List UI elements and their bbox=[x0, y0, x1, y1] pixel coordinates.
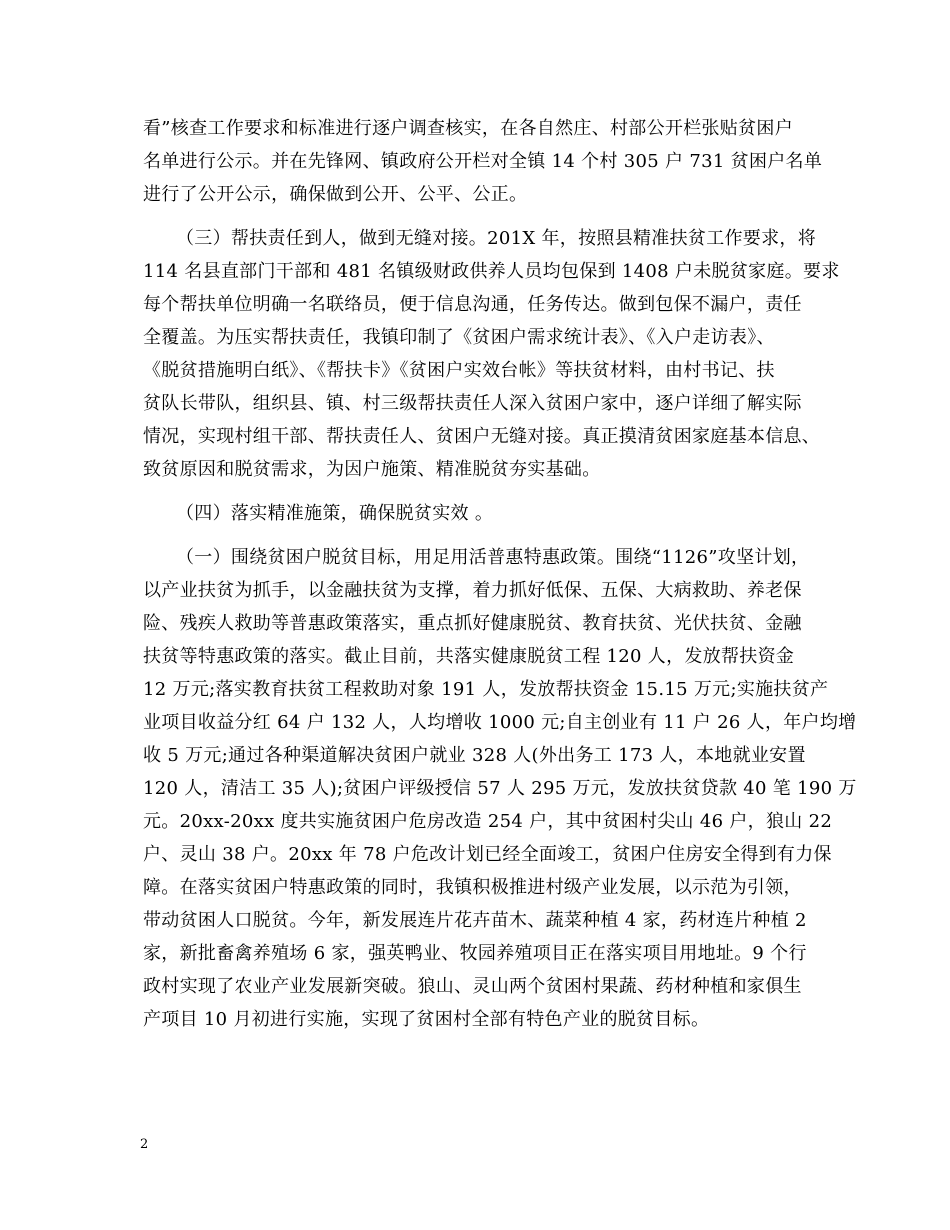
text-line: 家，新批畜禽养殖场 6 家，强英鸭业、牧园养殖项目正在落实项目用地址。9 个行 bbox=[143, 943, 807, 964]
text-line: 《脱贫措施明白纸》、《帮扶卡》《贫困户实效台帐》等扶贫材料，由村书记、扶 bbox=[143, 360, 775, 381]
page-number: 2 bbox=[140, 1137, 149, 1152]
text-line: 以产业扶贫为抓手，以金融扶贫为支撑，着力抓好低保、五保、大病救助、养老保 bbox=[143, 580, 802, 601]
text-line: 元。20xx-20xx 度共实施贫困户危房改造 254 户，其中贫困村尖山 46 户，狼山 22 bbox=[143, 811, 833, 832]
text-line: 名单进行公示。并在先锋网、镇政府公开栏对全镇 14 个村 305 户 731 贫困户名单 bbox=[143, 151, 823, 172]
text-line: 每个帮扶单位明确一名联络员，便于信息沟通，任务传达。做到包保不漏户，责任 bbox=[143, 294, 802, 315]
text-line: 政村实现了农业产业发展新突破。狼山、灵山两个贫困村果蔬、药材种植和家俱生 bbox=[143, 976, 802, 997]
text-line: 12 万元;落实教育扶贫工程救助对象 191 人，发放帮扶资金 15.15 万元;实施扶贫产 bbox=[143, 679, 829, 700]
text-line: 致贫原因和脱贫需求，为因户施策、精准脱贫夯实基础。 bbox=[143, 459, 601, 480]
text-line: 障。在落实贫困户特惠政策的同时，我镇积极推进村级产业发展，以示范为引领， bbox=[143, 877, 802, 898]
text-line: 情况，实现村组干部、帮扶责任人、贫困户无缝对接。真正摸清贫困家庭基本信息、 bbox=[143, 426, 821, 447]
text-line: 产项目 10 月初进行实施，实现了贫困村全部有特色产业的脱贫目标。 bbox=[143, 1009, 710, 1030]
text-line: 120 人，清洁工 35 人);贫困户评级授信 57 人 295 万元，发放扶贫贷款 40 笔 190 万 bbox=[143, 778, 857, 799]
text-line: 进行了公开公示，确保做到公开、公平、公正。 bbox=[143, 184, 528, 205]
text-line: 全覆盖。为压实帮扶责任，我镇印制了《贫困户需求统计表》、《入户走访表》、 bbox=[143, 327, 775, 348]
text-line: （四）落实精准施策，确保脱贫实效 。 bbox=[176, 503, 494, 524]
text-line: （三）帮扶责任到人，做到无缝对接。201X 年，按照县精准扶贫工作要求，将 bbox=[176, 228, 816, 249]
text-line: 带动贫困人口脱贫。今年，新发展连片花卉苗木、蔬菜种植 4 家，药材连片种植 2 bbox=[143, 910, 807, 931]
text-line: 114 名县直部门干部和 481 名镇级财政供养人员均包保到 1408 户未脱贫家庭。要求 bbox=[143, 261, 840, 282]
text-line: 险、残疾人救助等普惠政策落实，重点抓好健康脱贫、教育扶贫、光伏扶贫、金融 bbox=[143, 613, 802, 634]
text-line: （一）围绕贫困户脱贫目标，用足用活普惠特惠政策。围绕“1126”攻坚计划， bbox=[176, 547, 810, 568]
text-line: 扶贫等特惠政策的落实。截止目前，共落实健康脱贫工程 120 人，发放帮扶资金 bbox=[143, 646, 795, 667]
text-line: 业项目收益分红 64 户 132 人，人均增收 1000 元;自主创业有 11 户 26 人，年户均增 bbox=[143, 712, 857, 733]
text-line: 看”核查工作要求和标准进行逐户调查核实，在各自然庄、村部公开栏张贴贫困户 bbox=[143, 118, 793, 139]
text-line: 户、灵山 38 户。20xx 年 78 户危改计划已经全面竣工，贫困户住房安全得到有力保 bbox=[143, 844, 832, 865]
text-line: 收 5 万元;通过各种渠道解决贫困户就业 328 人(外出务工 173 人，本地就业安置 bbox=[143, 745, 806, 766]
text-line: 贫队长带队，组织县、镇、村三级帮扶责任人深入贫困户家中，逐户详细了解实际 bbox=[143, 393, 802, 414]
